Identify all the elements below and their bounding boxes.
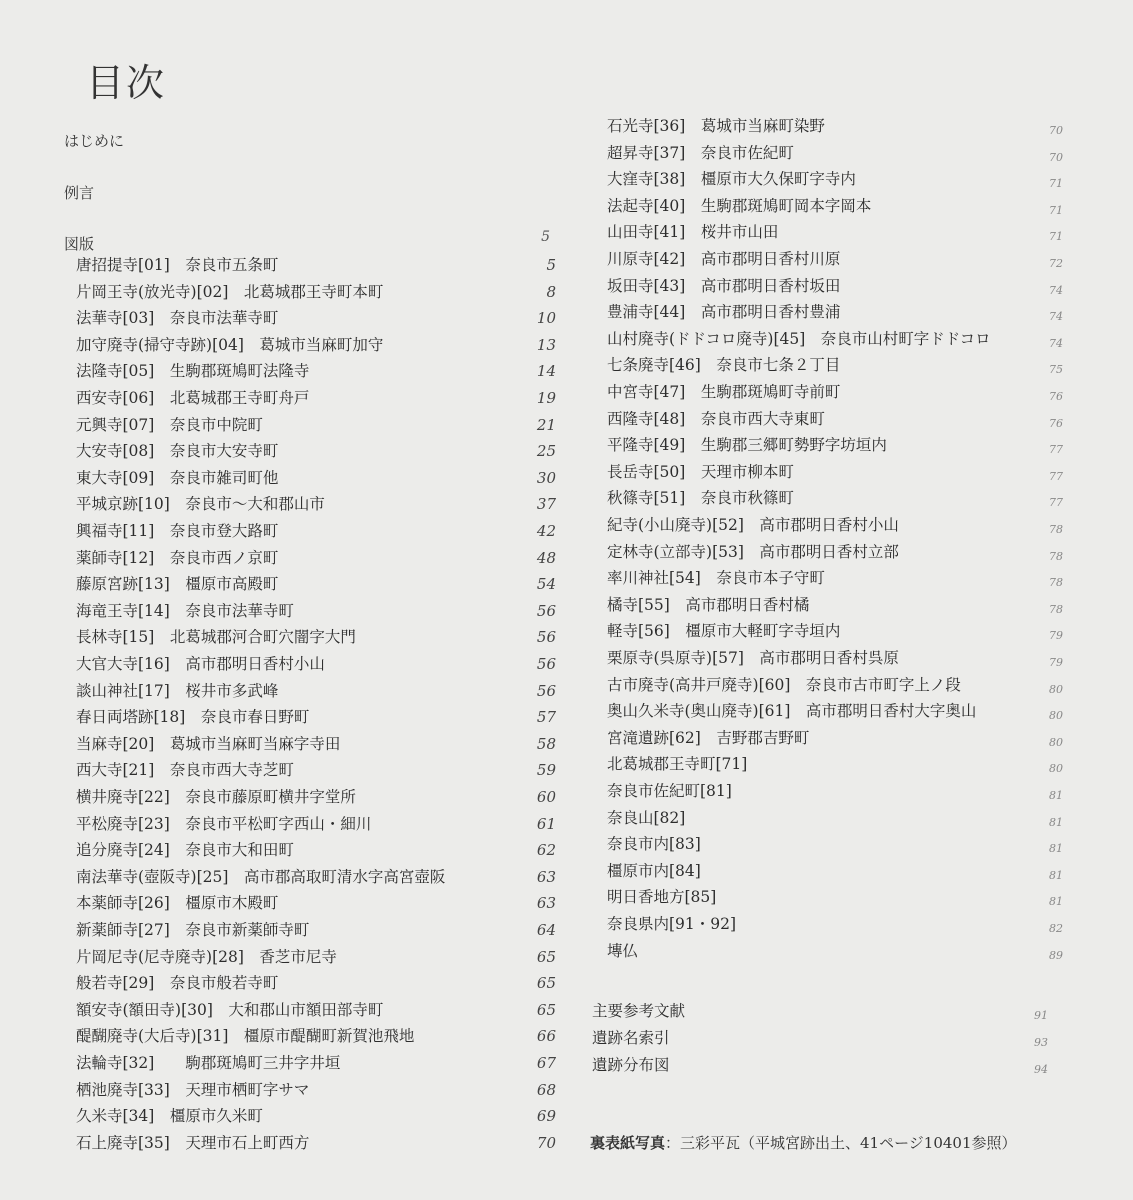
toc-entry-page: 78 <box>1049 602 1063 616</box>
toc-entry-page: 8 <box>546 282 556 301</box>
toc-entry <box>607 858 1067 885</box>
toc-entry <box>76 1023 556 1050</box>
toc-entry-title: 奈良山[82] <box>607 808 686 827</box>
toc-entry-page: 70 <box>1049 150 1063 164</box>
toc-entry-title: 東大寺[09] 奈良市雑司町他 <box>76 468 279 487</box>
toc-entry-title: 西大寺[21] 奈良市西大寺芝町 <box>76 761 294 780</box>
toc-entry-page: 57 <box>536 708 556 727</box>
toc-entry-title: 豊浦寺[44] 高市郡明日香村豊浦 <box>607 303 841 322</box>
toc-entry-title: 南法華寺(壺阪寺)[25] 高市郡高取町清水字高宮壺阪 <box>76 867 446 886</box>
toc-entry-title: 山田寺[41] 桜井市山田 <box>607 223 779 242</box>
toc-entry-page: 10 <box>536 309 556 328</box>
toc-entry-title: 大窪寺[38] 橿原市大久保町字寺内 <box>607 170 856 189</box>
toc-entry <box>607 166 1067 193</box>
toc-entry-page: 19 <box>536 389 556 407</box>
toc-entry <box>607 725 1067 752</box>
toc-entry-title: 軽寺[56] 橿原市大軽町字寺垣内 <box>607 622 841 641</box>
toc-entry-title: 加守廃寺(掃守寺跡)[04] 葛城市当麻町加守 <box>76 335 384 354</box>
toc-entry <box>592 1052 1052 1079</box>
toc-entry-title: 紀寺(小山廃寺)[52] 高市郡明日香村小山 <box>607 516 899 534</box>
toc-entry-title: 平隆寺[49] 生駒郡三郷町勢野字坊垣内 <box>607 436 887 455</box>
toc-entry <box>607 698 1067 725</box>
toc-entry-title: 遺跡分布図 <box>592 1056 670 1074</box>
toc-entry-page: 60 <box>536 788 556 806</box>
toc-entry-page: 42 <box>536 522 556 540</box>
toc-entry <box>607 326 1067 353</box>
toc-entry-page: 67 <box>536 1054 556 1072</box>
toc-entry-page: 59 <box>536 761 556 780</box>
toc-entry-title: 法起寺[40] 生駒郡斑鳩町岡本字岡本 <box>607 196 872 215</box>
toc-entry-title: 平松廃寺[23] 奈良市平松町字西山・細川 <box>76 814 372 833</box>
toc-entry <box>607 618 1067 645</box>
toc-entry-title: 秋篠寺[51] 奈良市秋篠町 <box>607 489 794 508</box>
toc-entry-title: 中宮寺[47] 生駒郡斑鳩町寺前町 <box>607 383 841 401</box>
toc-entry <box>607 193 1067 220</box>
toc-entry <box>607 831 1067 858</box>
toc-entry-title: 栖池廃寺[33] 天理市栖町字サマ <box>76 1080 310 1099</box>
toc-entry <box>607 565 1067 592</box>
toc-entry-title: 法華寺[03] 奈良市法華寺町 <box>76 309 279 328</box>
toc-entry-title: 奈良県内[91・92] <box>607 915 737 933</box>
toc-entry-page: 66 <box>536 1027 556 1046</box>
toc-entry-page: 81 <box>1049 868 1063 882</box>
toc-entry <box>607 778 1067 805</box>
toc-entry <box>607 485 1067 512</box>
toc-entry <box>76 837 556 864</box>
toc-entry <box>607 219 1067 246</box>
toc-notes: 例言 <box>64 184 95 202</box>
toc-plates: 図版 <box>64 235 95 253</box>
toc-entry-title: 明日香地方[85] <box>607 888 717 907</box>
toc-entry-title: 定林寺(立部寺)[53] 高市郡明日香村立部 <box>607 542 899 561</box>
toc-entry-page: 56 <box>536 655 556 673</box>
toc-entry-title: 宮滝遺跡[62] 吉野郡吉野町 <box>607 728 810 747</box>
toc-entry <box>76 491 556 518</box>
toc-entry-page: 81 <box>1049 815 1063 829</box>
toc-entry-title: 横井廃寺[22] 奈良市藤原町横井字堂所 <box>76 788 356 806</box>
toc-entry-page: 74 <box>1049 310 1063 324</box>
toc-entry-page: 94 <box>1034 1063 1048 1076</box>
toc-entry <box>607 246 1067 273</box>
toc-entry-title: 奈良市内[83] <box>607 835 701 854</box>
toc-entry <box>607 406 1067 433</box>
back-cover-text: ：三彩平瓦（平城宮跡出土、41ページ10401参照） <box>665 1134 1017 1152</box>
toc-entry-page: 54 <box>536 575 556 594</box>
toc-entry-title: 春日両塔跡[18] 奈良市春日野町 <box>76 708 310 727</box>
toc-entry <box>592 998 1052 1025</box>
toc-entry-page: 89 <box>1049 948 1063 962</box>
toc-entry-page: 72 <box>1049 257 1063 270</box>
toc-entry-page: 79 <box>1049 656 1063 669</box>
toc-entry-title: 遺跡名索引 <box>592 1029 670 1047</box>
toc-entry <box>76 624 556 651</box>
toc-entry <box>76 518 556 545</box>
toc-entry-title: 興福寺[11] 奈良市登大路町 <box>76 522 279 540</box>
toc-entry <box>76 438 556 465</box>
toc-entry <box>76 864 556 891</box>
toc-entry <box>76 571 556 598</box>
toc-entry <box>607 672 1067 699</box>
toc-entry-page: 80 <box>1049 709 1063 723</box>
toc-entry-page: 71 <box>1049 230 1063 244</box>
toc-entry <box>607 805 1067 832</box>
toc-entry <box>76 1050 556 1077</box>
toc-entry <box>607 379 1067 406</box>
toc-entry <box>76 1103 556 1130</box>
toc-entry <box>607 645 1067 672</box>
toc-entry-page: 81 <box>1049 895 1063 909</box>
toc-entry-title: 平城京跡[10] 奈良市～大和郡山市 <box>76 495 325 514</box>
toc-entry-title: 唐招提寺[01] 奈良市五条町 <box>76 256 279 274</box>
toc-entry-title: 片岡尼寺(尼寺廃寺)[28] 香芝市尼寺 <box>76 947 337 966</box>
page-title: 目次 <box>86 61 167 105</box>
toc-entry-page: 80 <box>1049 735 1063 749</box>
toc-plates-page: 5 <box>541 229 550 245</box>
toc-entry-page: 56 <box>536 628 556 647</box>
back-cover-label: 裏表紙写真 <box>590 1134 666 1152</box>
toc-entry-title: 石光寺[36] 葛城市当麻町染野 <box>607 117 825 135</box>
toc-entry-title: 坂田寺[43] 高市郡明日香村坂田 <box>607 276 841 295</box>
toc-entry-title: 談山神社[17] 桜井市多武峰 <box>76 681 279 700</box>
toc-entry <box>76 704 556 731</box>
toc-entry-title: 奥山久米寺(奥山廃寺)[61] 高市郡明日香村大字奥山 <box>607 702 977 721</box>
toc-entry-title: 本薬師寺[26] 橿原市木殿町 <box>76 894 279 913</box>
toc-entry-title: 大安寺[08] 奈良市大安寺町 <box>76 442 279 461</box>
toc-entry-page: 62 <box>536 841 556 860</box>
toc-entry <box>76 1077 556 1104</box>
toc-entry-title: 奈良市佐紀町[81] <box>607 782 732 800</box>
toc-entry-page: 78 <box>1049 549 1063 563</box>
toc-entry <box>76 252 556 279</box>
toc-entry-title: 追分廃寺[24] 奈良市大和田町 <box>76 841 294 860</box>
toc-entry-title: 橘寺[55] 高市郡明日香村橘 <box>607 595 810 614</box>
toc-entry-title: 長林寺[15] 北葛城郡河合町穴闇字大門 <box>76 628 356 647</box>
toc-entry-title: 当麻寺[20] 葛城市当麻町当麻字寺田 <box>76 734 341 753</box>
toc-entry-title: 片岡王寺(放光寺)[02] 北葛城郡王寺町本町 <box>76 282 384 301</box>
toc-entry <box>76 279 556 306</box>
toc-entry-title: 山村廃寺(ドドコロ廃寺)[45] 奈良市山村町字ドドコロ <box>607 329 991 348</box>
toc-entry-page: 75 <box>1049 363 1063 377</box>
toc-entry <box>76 598 556 625</box>
back-cover-caption <box>590 1132 1017 1153</box>
toc-entry-page: 91 <box>1034 1009 1048 1022</box>
toc-entry-page: 69 <box>536 1107 556 1126</box>
toc-entry-title: 薬師寺[12] 奈良市西ノ京町 <box>76 548 279 567</box>
toc-entry <box>607 459 1067 486</box>
toc-entry <box>76 305 556 332</box>
toc-entry-page: 74 <box>1049 336 1063 350</box>
toc-entry-page: 78 <box>1049 523 1063 536</box>
toc-entry <box>76 1130 556 1157</box>
toc-entry-page: 80 <box>1049 762 1063 776</box>
toc-entry <box>76 944 556 971</box>
toc-entry-title: 栗原寺(呉原寺)[57] 高市郡明日香村呉原 <box>607 649 899 667</box>
toc-entry-page: 70 <box>536 1133 556 1152</box>
toc-entry <box>76 917 556 944</box>
toc-entry-page: 76 <box>1049 416 1063 430</box>
toc-entry-page: 71 <box>1049 177 1063 191</box>
toc-entry <box>607 911 1067 938</box>
toc-entry <box>607 884 1067 911</box>
toc-entry-title: 藤原宮跡[13] 橿原市高殿町 <box>76 575 279 594</box>
toc-entry-title: 塼仏 <box>607 941 639 960</box>
toc-entry-page: 21 <box>536 415 556 434</box>
toc-entry-page: 80 <box>1049 682 1063 696</box>
toc-entry-page: 65 <box>536 974 556 993</box>
toc-entry <box>607 539 1067 566</box>
toc-entry-page: 30 <box>536 468 556 487</box>
toc-entry-title: 般若寺[29] 奈良市般若寺町 <box>76 974 279 993</box>
toc-entry-page: 63 <box>536 867 556 886</box>
toc-entry <box>76 811 556 838</box>
toc-entry <box>607 512 1067 539</box>
toc-entry-page: 65 <box>536 1000 556 1019</box>
toc-entry <box>76 358 556 385</box>
toc-entry-title: 法隆寺[05] 生駒郡斑鳩町法隆寺 <box>76 362 310 381</box>
toc-entry-title: 大官大寺[16] 高市郡明日香村小山 <box>76 655 325 673</box>
toc-entry-page: 14 <box>536 362 556 381</box>
toc-entry-page: 65 <box>536 947 556 966</box>
toc-entry-page: 81 <box>1049 842 1063 856</box>
toc-entry <box>607 273 1067 300</box>
toc-entry <box>76 651 556 678</box>
toc-entry-page: 78 <box>1049 576 1063 590</box>
toc-entry-title: 久米寺[34] 橿原市久米町 <box>76 1107 263 1126</box>
toc-entry-title: 額安寺(額田寺)[30] 大和郡山市額田部寺町 <box>76 1000 384 1019</box>
toc-entry-title: 七条廃寺[46] 奈良市七条２丁目 <box>607 356 841 375</box>
toc-entry-page: 64 <box>536 921 556 939</box>
toc-entry-title: 古市廃寺(高井戸廃寺)[60] 奈良市古市町字上ノ段 <box>607 675 961 694</box>
toc-entry-title: 醍醐廃寺(大后寺)[31] 橿原市醍醐町新賀池飛地 <box>76 1027 415 1046</box>
toc-entry-page: 48 <box>536 548 556 567</box>
toc-entry-page: 63 <box>536 894 556 913</box>
toc-entry <box>76 385 556 412</box>
toc-entry <box>607 432 1067 459</box>
toc-entry-page: 56 <box>536 681 556 700</box>
toc-entry-page: 74 <box>1049 283 1063 297</box>
toc-entry <box>607 140 1067 167</box>
toc-entry <box>607 299 1067 326</box>
toc-entry <box>607 751 1067 778</box>
toc-entry-page: 13 <box>536 335 556 354</box>
toc-entry <box>76 332 556 359</box>
toc-entry-page: 68 <box>536 1080 556 1099</box>
toc-entry-page: 71 <box>1049 203 1063 217</box>
toc-entry-page: 77 <box>1049 443 1063 457</box>
toc-entry-title: 長岳寺[50] 天理市柳本町 <box>607 462 794 481</box>
toc-entry <box>607 113 1067 140</box>
toc-entry-page: 37 <box>536 495 556 514</box>
toc-entry-title: 法輪寺[32] 駒郡斑鳩町三井字井垣 <box>76 1054 341 1072</box>
toc-entry-title: 西隆寺[48] 奈良市西大寺東町 <box>607 409 825 428</box>
toc-entry <box>592 1025 1052 1052</box>
toc-entry-title: 西安寺[06] 北葛城郡王寺町舟戸 <box>76 389 310 407</box>
toc-entry-page: 70 <box>1049 124 1063 137</box>
toc-entry-title: 川原寺[42] 高市郡明日香村川原 <box>607 250 841 268</box>
toc-intro: はじめに <box>64 132 125 150</box>
toc-entry <box>607 938 1067 965</box>
toc-entry-page: 56 <box>536 601 556 620</box>
toc-entry-page: 77 <box>1049 496 1063 510</box>
toc-entry-title: 元興寺[07] 奈良市中院町 <box>76 415 263 434</box>
toc-entry-page: 93 <box>1034 1036 1048 1049</box>
toc-entry-page: 79 <box>1049 629 1063 643</box>
toc-entry-page: 81 <box>1049 789 1063 802</box>
toc-entry-title: 石上廃寺[35] 天理市石上町西方 <box>76 1133 310 1152</box>
toc-entry <box>76 970 556 997</box>
toc-entry <box>607 352 1067 379</box>
toc-entry-title: 新薬師寺[27] 奈良市新薬師寺町 <box>76 921 310 939</box>
toc-entry-page: 58 <box>536 734 556 753</box>
toc-entry <box>76 784 556 811</box>
toc-entry-page: 61 <box>536 814 556 833</box>
toc-entry <box>76 731 556 758</box>
toc-entry-page: 82 <box>1049 922 1063 935</box>
toc-entry-title: 橿原市内[84] <box>607 861 701 880</box>
toc-entry <box>76 545 556 572</box>
toc-entry <box>76 678 556 705</box>
toc-entry <box>76 412 556 439</box>
toc-entry-page: 5 <box>546 256 556 274</box>
toc-entry <box>76 997 556 1024</box>
toc-entry-page: 77 <box>1049 469 1063 483</box>
toc-entry <box>607 592 1067 619</box>
toc-entry-title: 主要参考文献 <box>592 1002 686 1020</box>
toc-entry <box>76 890 556 917</box>
toc-entry-title: 率川神社[54] 奈良市本子守町 <box>607 569 825 588</box>
toc-entry-title: 北葛城郡王寺町[71] <box>607 755 748 774</box>
toc-entry-page: 25 <box>536 442 556 461</box>
toc-entry-title: 海竜王寺[14] 奈良市法華寺町 <box>76 601 294 620</box>
toc-entry <box>76 465 556 492</box>
toc-entry <box>76 757 556 784</box>
toc-entry-page: 76 <box>1049 390 1063 403</box>
toc-entry-title: 超昇寺[37] 奈良市佐紀町 <box>607 143 794 162</box>
